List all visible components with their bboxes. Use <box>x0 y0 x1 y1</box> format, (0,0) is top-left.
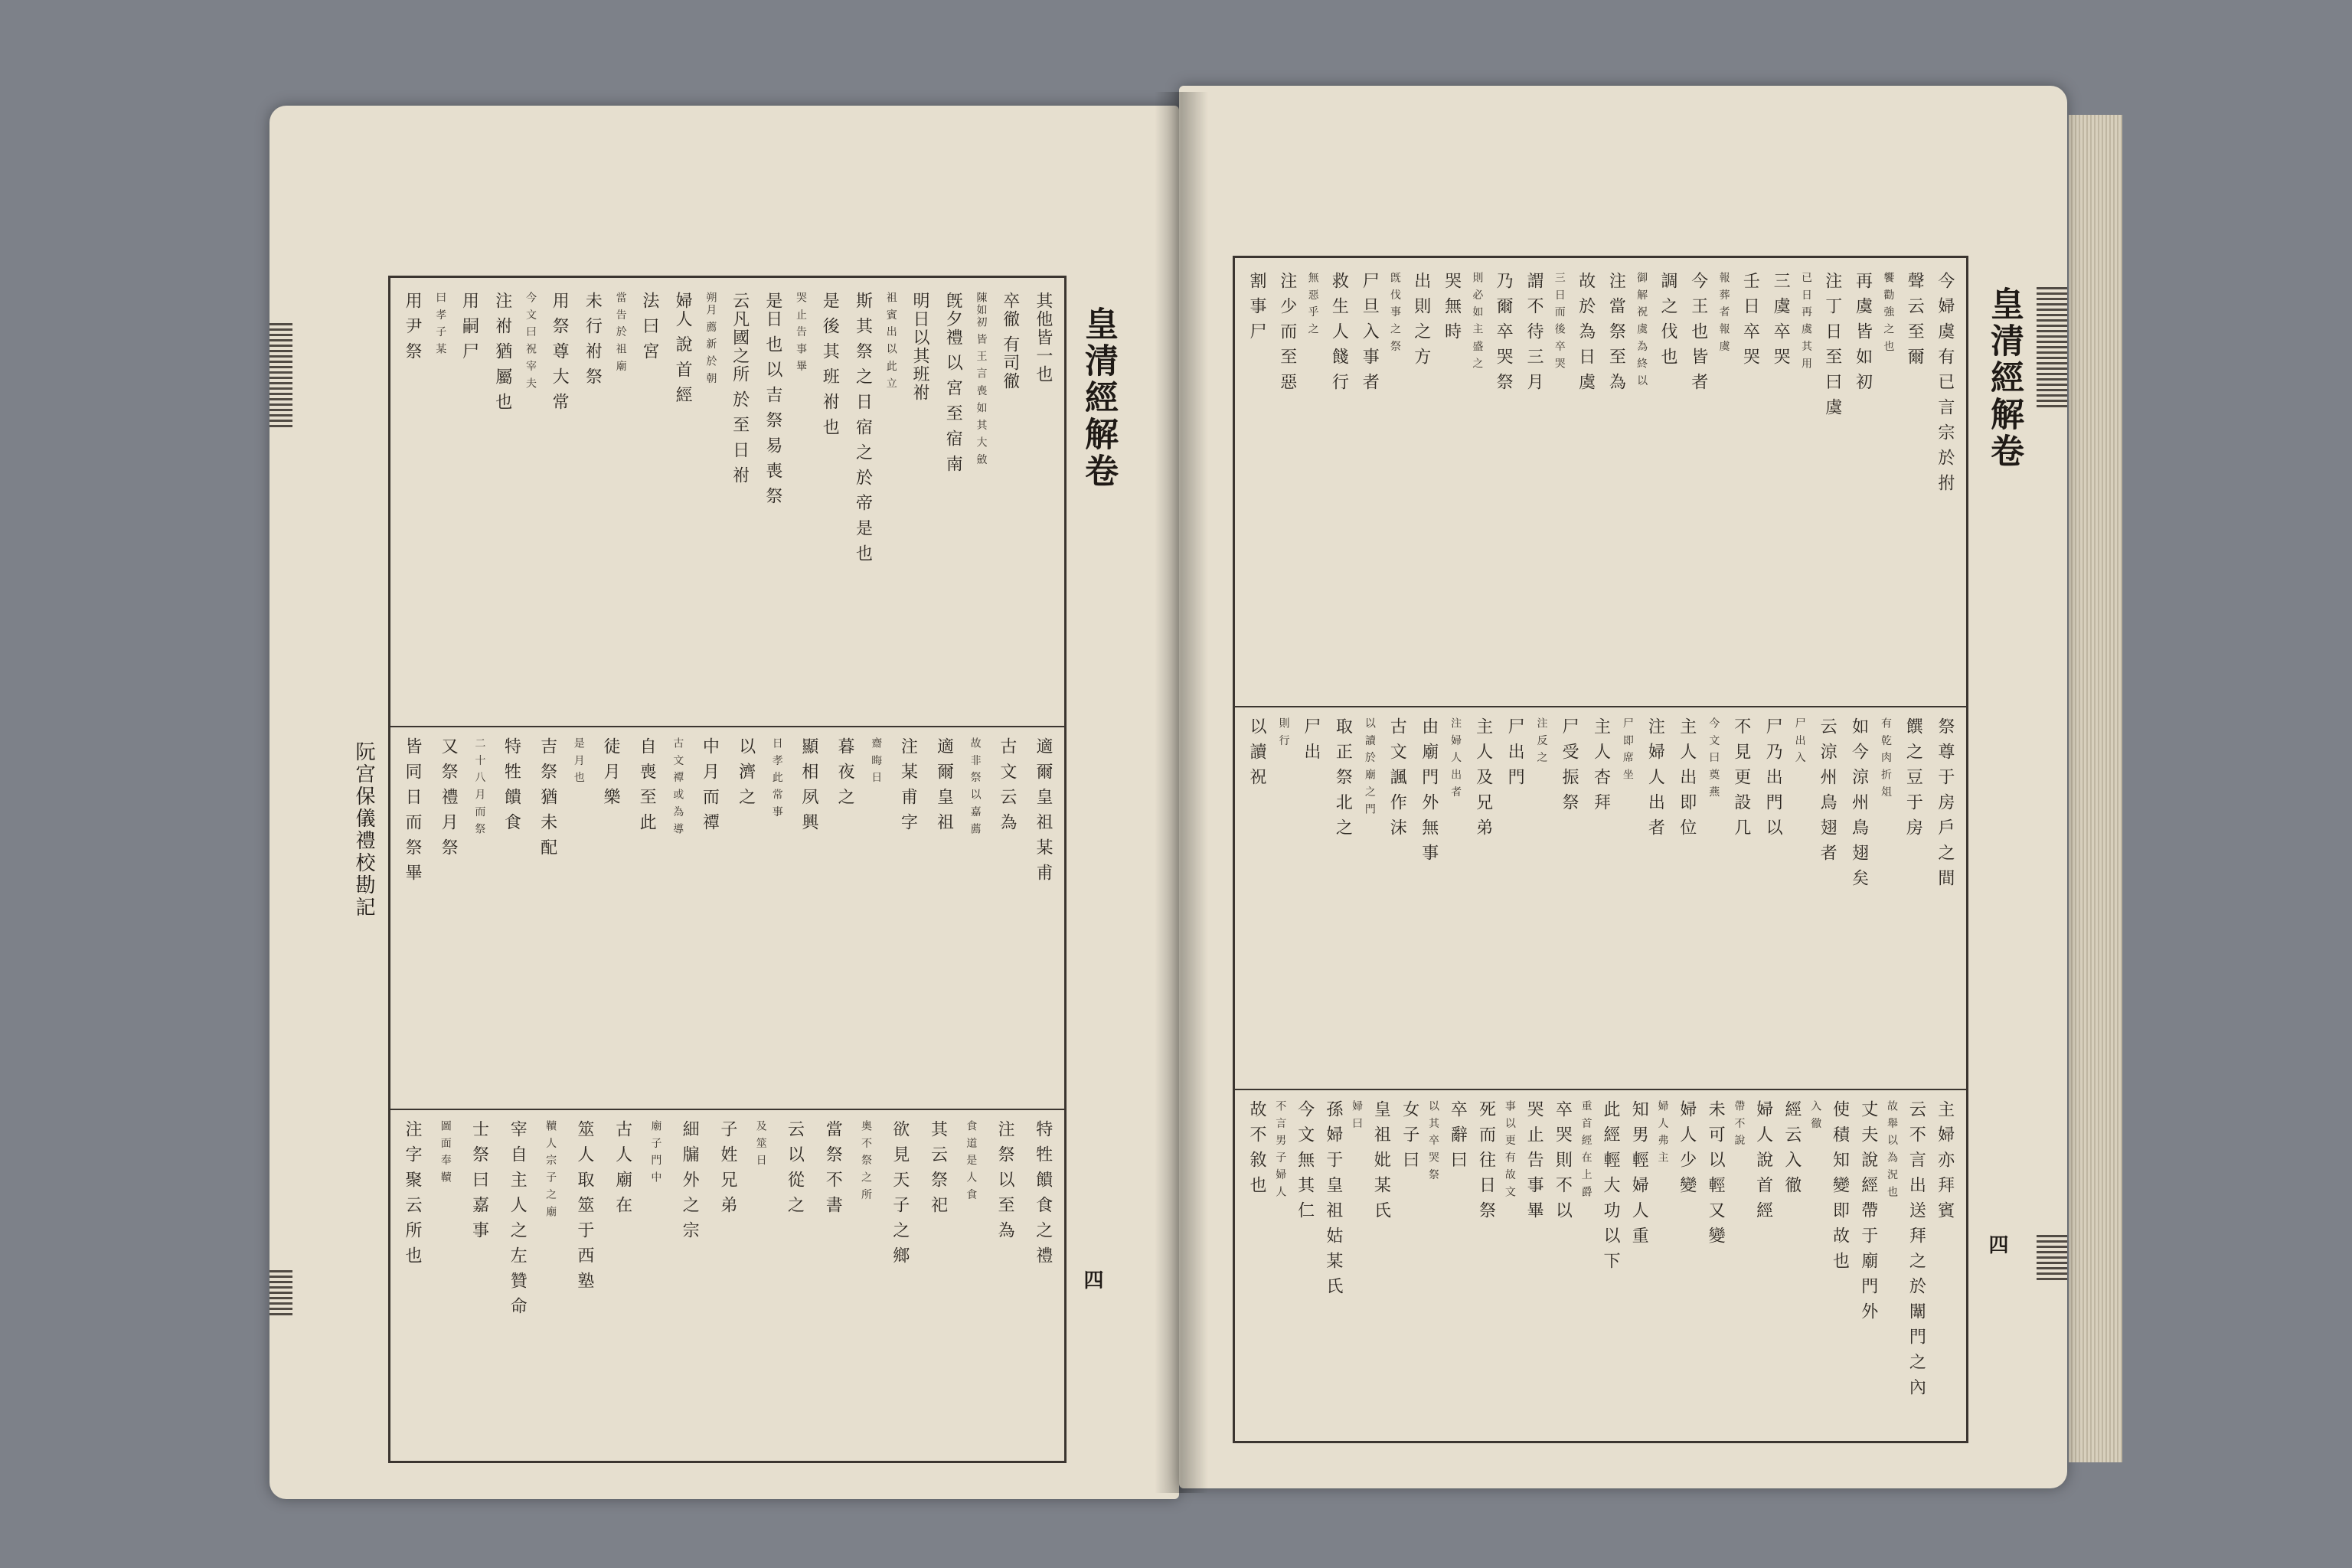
text-column: 廟 子 門 中 <box>649 1120 662 1184</box>
text-column: 女 子 曰 <box>1400 1100 1419 1169</box>
text-column: 宰 自 主 人 之 左 贊 命 <box>508 1120 528 1315</box>
text-column: 用 祭 尊 大 常 <box>550 292 570 411</box>
text-column: 當 祭 不 書 <box>823 1120 843 1214</box>
text-column: 祖 賓 出 以 此 立 <box>884 292 897 390</box>
text-column: 以 濟 之 <box>736 737 756 806</box>
text-column: 再 虞 皆 如 初 <box>1853 272 1873 391</box>
text-column: 用 嗣 尸 <box>459 292 479 361</box>
text-column: 故 不 敘 也 <box>1247 1100 1266 1194</box>
text-column: 云 涼 州 鳥 翅 者 <box>1818 717 1838 862</box>
right-page <box>1179 86 2067 1488</box>
text-column: 則 行 <box>1277 717 1290 747</box>
right-edge-ink-top <box>2037 285 2067 407</box>
text-column: 未 可 以 輕 又 變 <box>1706 1100 1726 1245</box>
text-column: 注 祭 以 至 為 <box>995 1120 1015 1240</box>
text-column: 特 牲 饋 食 之 禮 <box>1033 1120 1053 1265</box>
text-column: 今 王 也 皆 者 <box>1688 272 1708 391</box>
right-divider-1 <box>1235 706 1966 707</box>
text-column: 帶 不 說 <box>1733 1100 1746 1147</box>
text-column: 取 正 祭 北 之 <box>1333 717 1353 837</box>
text-column: 聲 云 至 爾 <box>1905 272 1925 366</box>
text-column: 尸 乃 出 門 以 <box>1763 717 1783 837</box>
text-column: 曰 孝 子 某 <box>434 292 447 356</box>
text-column: 特 牲 饋 食 <box>501 737 521 831</box>
text-column: 知 男 輕 婦 人 重 <box>1629 1100 1649 1245</box>
text-column: 孫 婦 于 皇 祖 姑 某 氏 <box>1323 1100 1343 1295</box>
text-column: 此 經 輕 大 功 以 下 <box>1600 1100 1620 1270</box>
text-column: 中 月 而 禫 <box>700 737 720 831</box>
text-column: 云 不 言 出 送 拜 之 於 闈 門 之 內 <box>1906 1100 1926 1396</box>
text-column: 報 葬 者 報 虞 <box>1717 272 1730 353</box>
text-column: 皆 同 日 而 祭 畢 <box>403 737 422 882</box>
text-column: 重 首 經 在 上 爵 <box>1579 1100 1592 1199</box>
text-column: 主 人 出 即 位 <box>1677 717 1697 837</box>
left-edge-ink-top <box>270 320 292 427</box>
text-column: 出 則 之 方 <box>1411 272 1431 366</box>
text-column: 日 孝 此 常 事 <box>770 737 783 818</box>
left-folio: 四 <box>1080 1269 1103 1289</box>
text-column: 三 虞 卒 哭 <box>1771 272 1791 366</box>
text-column: 故 於 為 日 虞 <box>1576 272 1596 391</box>
text-column: 入 徹 <box>1809 1100 1822 1130</box>
text-column: 韇 人 宗 子 之 廟 <box>544 1120 557 1219</box>
text-column: 哭 無 時 <box>1442 272 1462 341</box>
text-column: 法 曰 宮 <box>639 292 659 361</box>
text-column: 注 祔 猶 屬 也 <box>492 292 512 411</box>
text-column: 古 文 諷 作 沫 <box>1387 717 1407 837</box>
text-column: 尸 即 席 坐 <box>1621 717 1634 782</box>
text-column: 注 少 而 至 惡 <box>1277 272 1297 391</box>
left-upper-register <box>390 292 1064 720</box>
text-column: 自 喪 至 此 <box>637 737 657 831</box>
text-column: 饌 之 豆 于 房 <box>1903 717 1923 837</box>
text-column: 朔月 薦 新 於 朝 <box>704 292 717 385</box>
text-column: 細 牖 外 之 宗 <box>680 1120 700 1240</box>
text-column: 經 云 入 徹 <box>1782 1100 1802 1194</box>
text-column: 尸 出 門 <box>1505 717 1525 786</box>
text-column: 事 以 更 有 故 文 <box>1503 1100 1516 1199</box>
text-column: 主 婦 亦 拜 賓 <box>1935 1100 1955 1220</box>
text-column: 有 乾 肉 折 俎 <box>1879 717 1892 799</box>
text-column: 暮 夜 之 <box>835 737 855 806</box>
text-column: 筮 人 取 筮 于 西 塾 <box>574 1120 594 1290</box>
text-column: 卒 哭 則 不 以 <box>1553 1100 1573 1220</box>
left-text-frame <box>388 276 1067 1463</box>
left-lower-register <box>390 1120 1064 1449</box>
text-column: 用 尹 祭 <box>403 292 422 361</box>
text-column: 婦 人 少 變 <box>1677 1100 1697 1194</box>
text-column: 齋 晦 日 <box>870 737 883 784</box>
text-column: 尸 出 <box>1301 717 1321 761</box>
right-text-frame <box>1233 256 1968 1443</box>
text-column: 適 爾 皇 祖 <box>934 737 954 831</box>
text-column: 注 婦 人 出 者 <box>1645 717 1665 837</box>
text-column: 陳如初 皆 王 言 喪 如 其 大 斂 <box>975 292 988 466</box>
text-column: 婦 曰 <box>1351 1100 1364 1130</box>
text-column: 婦 人 弗 主 <box>1656 1100 1669 1165</box>
text-column: 注 當 祭 至 為 <box>1606 272 1626 391</box>
text-column: 今 文 曰 奠 燕 <box>1707 717 1720 799</box>
left-running-title: 皇清經解卷 <box>1079 306 1118 490</box>
text-column: 是 月 也 <box>572 737 585 784</box>
text-column: 主 人 及 兄 弟 <box>1473 717 1493 837</box>
text-column: 子 姓 兄 弟 <box>717 1120 737 1214</box>
text-column: 已 日 再 虞 其 用 <box>1799 272 1812 371</box>
text-column: 注 婦 人 出 者 <box>1449 717 1462 799</box>
right-middle-register <box>1235 717 1966 1081</box>
text-column: 故 非 祭 以 嘉 薦 <box>969 737 982 836</box>
text-column: 御 解 祝 虞 為 終 以 <box>1635 272 1648 387</box>
text-column: 哭 止 告 事 畢 <box>1524 1100 1544 1220</box>
text-column: 由 廟 門 外 無 事 <box>1419 717 1439 862</box>
text-column: 主 人 杏 拜 <box>1591 717 1611 812</box>
text-column: 祭 尊 于 房 戶 之 間 <box>1935 717 1955 887</box>
right-folio: 四 <box>1985 1234 2008 1254</box>
text-column: 圖 面 奉 韇 <box>439 1120 452 1184</box>
text-column: 注 反 之 <box>1535 717 1548 764</box>
text-column: 云 以 從 之 <box>785 1120 805 1214</box>
text-column: 故 舉 以 為 況 也 <box>1886 1100 1899 1199</box>
text-column: 旣 伐 事 之 祭 <box>1388 272 1401 353</box>
text-column: 不 見 更 設 几 <box>1731 717 1751 837</box>
text-column: 無 惡 乎 之 <box>1306 272 1319 336</box>
text-column: 三 日 而 後 卒 哭 <box>1553 272 1566 371</box>
text-column: 使 積 知 變 即 故 也 <box>1830 1100 1850 1270</box>
text-column: 古 文 禫 或 為 導 <box>671 737 684 836</box>
text-column: 婦 人 說 首 經 <box>1753 1100 1773 1220</box>
text-column: 云凡國之所 於 至 日 祔 <box>730 292 750 485</box>
text-column: 明日以其班祔 <box>910 292 929 402</box>
text-column: 其他皆一也 <box>1033 292 1053 384</box>
text-column: 死 而 往 日 祭 <box>1476 1100 1496 1220</box>
text-column: 卒徹 有司徹 <box>1000 292 1020 390</box>
text-column: 古 文 云 為 <box>997 737 1017 831</box>
text-column: 古 人 廟 在 <box>612 1120 632 1214</box>
text-column: 丈 夫 說 經 帶 于 廟 門 外 <box>1858 1100 1878 1321</box>
right-running-title: 皇清經解卷 <box>1984 286 2024 470</box>
text-column: 食 道 是 人 食 <box>965 1120 978 1201</box>
left-divider-2 <box>390 1109 1064 1110</box>
text-column: 顯 相 夙 興 <box>799 737 818 831</box>
text-column: 斯 其 祭 之 日 宿 之 於 帝 是 也 <box>853 292 873 563</box>
text-column: 以 其 卒 哭 祭 <box>1426 1100 1439 1181</box>
text-column: 今 婦 虞 有 已 言 宗 於 拊 <box>1935 272 1955 492</box>
text-column: 皇 祖 妣 某 氏 <box>1371 1100 1391 1220</box>
text-column: 吉 祭 猶 未 配 <box>537 737 557 857</box>
text-column: 是 後 其 班 祔 也 <box>820 292 840 436</box>
text-column: 尸 出 入 <box>1793 717 1806 764</box>
text-column: 則 必 如 主 盛 之 <box>1471 272 1484 371</box>
text-column: 尸 受 振 祭 <box>1559 717 1579 812</box>
text-column: 是日 也 以 吉 祭 易 喪 祭 <box>763 292 782 505</box>
text-column: 如 今 涼 州 鳥 翅 矣 <box>1849 717 1869 887</box>
text-column: 適 爾 皇 祖 某 甫 <box>1033 737 1053 882</box>
text-column: 徒 月 樂 <box>600 737 620 806</box>
text-column: 又 祭 禮 月 祭 <box>439 737 459 857</box>
text-column: 今 文 無 其 仁 <box>1295 1100 1315 1220</box>
text-column: 及 筮 日 <box>754 1120 767 1167</box>
text-column: 卒 辭 曰 <box>1448 1100 1468 1169</box>
text-column: 旣夕禮 以 宮 至 宿 南 <box>943 292 963 473</box>
text-column: 調 之 伐 也 <box>1658 272 1677 366</box>
right-fore-edge <box>2069 115 2122 1462</box>
text-column: 乃 爾 卒 哭 祭 <box>1494 272 1514 391</box>
text-column: 注 丁 日 至 曰 虞 <box>1822 272 1842 416</box>
left-page <box>270 106 1179 1499</box>
text-column: 謂 不 待 三 月 <box>1524 272 1544 391</box>
text-column: 今 文 曰 祝 宰 夫 <box>524 292 537 390</box>
right-divider-2 <box>1235 1089 1966 1090</box>
text-column: 壬 日 卒 哭 <box>1740 272 1760 366</box>
text-column: 奧 不 祭 之 所 <box>859 1120 872 1201</box>
text-column: 二 十 八 月 而 祭 <box>473 737 486 836</box>
text-column: 注 某 甫 字 <box>898 737 918 831</box>
text-column: 婦人 說 首 經 <box>673 292 693 404</box>
right-edge-ink-bottom <box>2037 1234 2067 1280</box>
text-column: 饗 勸 強 之 也 <box>1882 272 1895 353</box>
text-column: 士 祭 曰 嘉 事 <box>469 1120 489 1240</box>
text-column: 未 行 祔 祭 <box>583 292 603 386</box>
text-column: 其 云 祭 祀 <box>928 1120 948 1214</box>
left-colophon: 阮宫保儀禮校勘記 <box>352 741 375 919</box>
left-middle-register <box>390 737 1064 1101</box>
text-column: 割 事 尸 <box>1247 272 1266 341</box>
left-divider-1 <box>390 726 1064 727</box>
left-edge-ink-bottom <box>270 1269 292 1315</box>
text-column: 以 讀 祝 <box>1247 717 1266 786</box>
text-column: 欲 見 天 子 之 鄉 <box>890 1120 910 1265</box>
text-column: 哭 止 告 事 畢 <box>795 292 808 373</box>
text-column: 不 言 男 子 婦 人 <box>1274 1100 1287 1199</box>
text-column: 尸 旦 入 事 者 <box>1360 272 1380 391</box>
text-column: 注 字 聚 云 所 也 <box>403 1120 422 1265</box>
right-upper-register <box>1235 272 1966 701</box>
text-column: 救 生 人 餞 行 <box>1329 272 1349 391</box>
text-column: 當 告 於 祖 廟 <box>614 292 627 373</box>
book-gutter <box>1155 92 1208 1493</box>
right-lower-register <box>1235 1100 1966 1429</box>
text-column: 以 讀 於 廟 之 門 <box>1363 717 1376 816</box>
